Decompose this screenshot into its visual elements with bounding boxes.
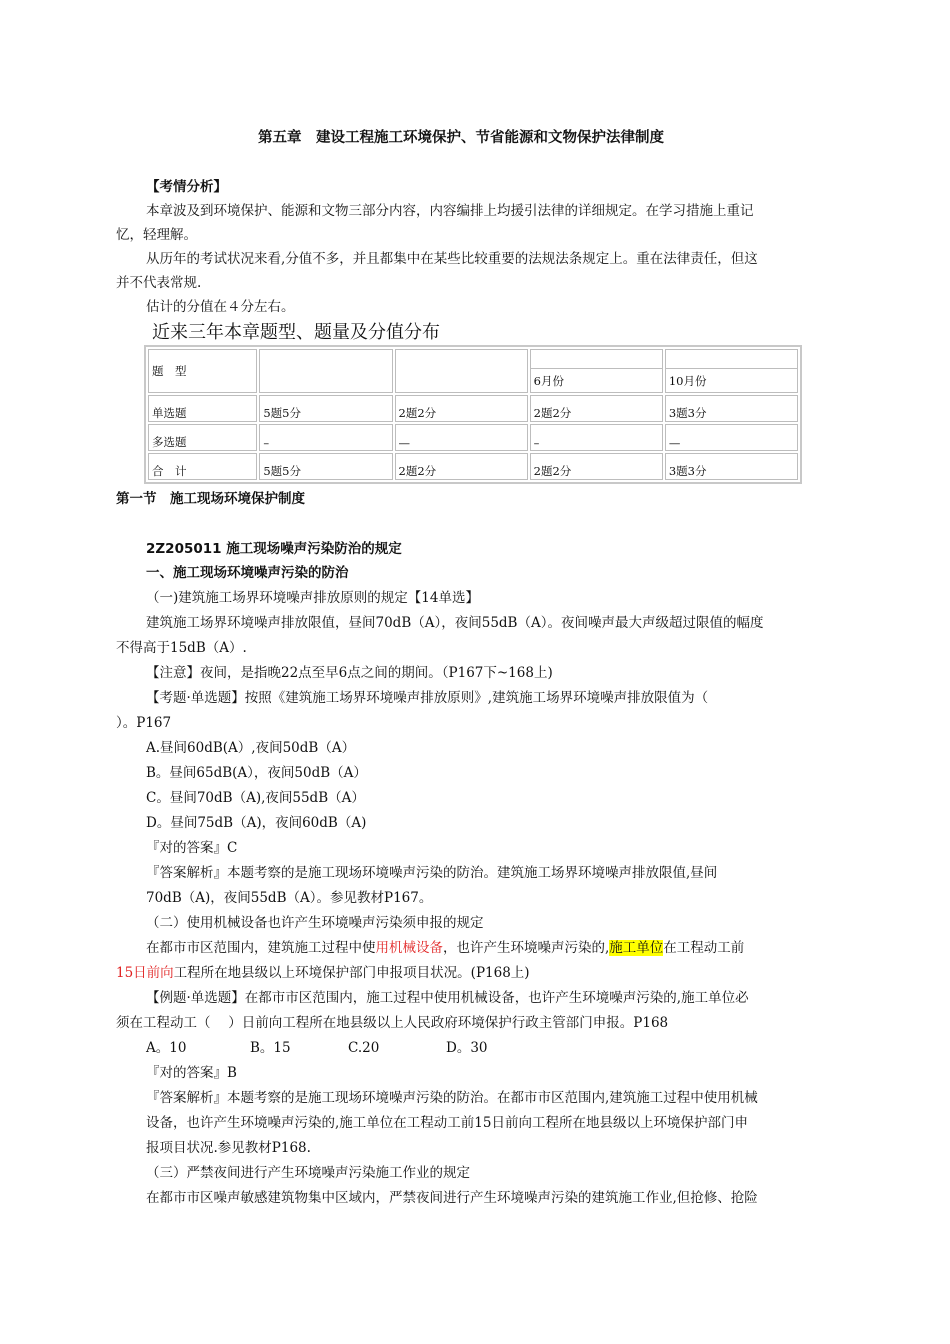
item-1-question-a: 【考题·单选题】按照《建筑施工场界环境噪声排放原则》,建筑施工场界环境噪声排放限值为（ <box>146 690 709 706</box>
item-1-option-a: A.昼间60dB(A）,夜间50dB（A） <box>146 740 356 756</box>
analysis-paragraph-1a: 本章波及到环境保护、能源和文物三部分内容，内容编排上均援引法律的详细规定。在学习措施上重记 <box>146 203 754 219</box>
item-1-question-b: ）。P167 <box>116 715 172 731</box>
header-june-label: 6月份 <box>531 368 662 389</box>
table-cell: – <box>259 424 392 451</box>
table-cell: 5题5分 <box>259 453 392 480</box>
header-cell-2 <box>259 349 392 393</box>
item-1-explanation-a: 『答案解析』本题考察的是施工现场环境噪声污染的防治。建筑施工场界环境噪声排放限值,昼间 <box>146 865 718 881</box>
table-header-row <box>148 349 798 393</box>
table-cell: 2题2分 <box>395 395 528 422</box>
item-2-highlight-unit: 施工单位 <box>609 940 664 956</box>
table-cell: 2题2分 <box>530 453 663 480</box>
item-2-question-a: 【例题·单选题】在都市市区范围内，施工过程中使用机械设备，也许产生环境噪声污染的,施工单位必 <box>146 990 749 1006</box>
analysis-paragraph-3: 估计的分值在４分左右。 <box>146 299 295 315</box>
table-cell: — <box>665 424 798 451</box>
item-2-option-d: D。30 <box>446 1040 488 1056</box>
item-2-text-pre: 在都市市区范围内，建筑施工过程中使 <box>146 940 376 956</box>
analysis-heading: 【考情分析】 <box>146 179 227 195</box>
analysis-paragraph-2b: 并不代表常规. <box>116 275 202 291</box>
item-1-option-c: C。昼间70dB（A),夜间55dB（A） <box>146 790 365 806</box>
header-cell-june <box>530 349 663 393</box>
item-2-text-mid: ，也许产生环境噪声污染的, <box>443 940 610 956</box>
item-2-explanation-c: 报项目状况.参见教材P168. <box>146 1140 311 1156</box>
header-october-label: 10月份 <box>666 368 797 389</box>
item-2-paragraph-a <box>146 938 744 958</box>
subsection-title: 一、施工现场环境噪声污染的防治 <box>146 565 349 581</box>
table-row <box>148 424 798 451</box>
table-cell: – <box>530 424 663 451</box>
item-2-text-post: 在工程动工前 <box>663 940 745 956</box>
item-2-red-machinery: 用机械设备 <box>375 940 443 956</box>
item-3-title: （三）严禁夜间进行产生环境噪声污染施工作业的规定 <box>146 1165 470 1181</box>
chapter-title: 第五章 建设工程施工环境保护、节省能源和文物保护法律制度 <box>258 130 664 146</box>
item-2-option-b: B。15 <box>250 1040 291 1056</box>
analysis-paragraph-2a: 从历年的考试状况来看,分值不多，并且都集中在某些比较重要的法规法条规定上。重在法律责任，但这 <box>146 251 758 267</box>
item-2-explanation-b: 设备，也许产生环境噪声污染的,施工单位在工程动工前15日前向工程所在地县级以上环境保护部门申 <box>146 1115 748 1131</box>
header-cell-october <box>665 349 798 393</box>
table-cell: — <box>395 424 528 451</box>
table-cell: 2题2分 <box>395 453 528 480</box>
table-cell: 单选题 <box>148 395 257 422</box>
table-cell: 3题3分 <box>665 395 798 422</box>
item-2-question-b: 须在工程动工（ ）日前向工程所在地县级以上人民政府环境保护行政主管部门申报。P168 <box>116 1015 669 1031</box>
header-cell-type: 题 型 <box>148 349 257 393</box>
item-1-option-d: D。昼间75dB（A)，夜间60dB（A) <box>146 815 367 831</box>
item-3-paragraph: 在都市市区噪声敏感建筑物集中区域内，严禁夜间进行产生环境噪声污染的建筑施工作业,但抢修、抢险 <box>146 1190 758 1206</box>
item-1-note: 【注意】夜间，是指晚22点至早6点之间的期间。（P167下~168上) <box>146 665 553 681</box>
item-2-explanation-a: 『答案解析』本题考察的是施工现场环境噪声污染的防治。在都市市区范围内,建筑施工过程中使用机械 <box>146 1090 758 1106</box>
item-2-paragraph-b <box>116 963 530 983</box>
item-1-option-b: B。昼间65dB(A），夜间50dB（A） <box>146 765 367 781</box>
analysis-paragraph-1b: 忆，轻理解。 <box>116 227 197 243</box>
table-title: 近来三年本章题型、题量及分值分布 <box>152 322 440 343</box>
item-1-explanation-b: 70dB（A)，夜间55dB（A）。参见教材P167。 <box>146 890 433 906</box>
table-cell: 2题2分 <box>530 395 663 422</box>
item-2-answer: 『对的答案』B <box>146 1065 237 1081</box>
item-1-paragraph-a: 建筑施工场界环境噪声排放限值，昼间70dB（A），夜间55dB（A）。夜间噪声最大声级超过限值的幅度 <box>146 615 764 631</box>
header-cell-3 <box>395 349 528 393</box>
table-row <box>148 395 798 422</box>
item-2-option-c: C.20 <box>348 1040 380 1056</box>
item-1-paragraph-b: 不得高于15dB（A）. <box>116 640 247 656</box>
item-1-answer: 『对的答案』C <box>146 840 238 856</box>
table-cell: 3题3分 <box>665 453 798 480</box>
table-cell: 5题5分 <box>259 395 392 422</box>
item-2-option-a: A。10 <box>146 1040 187 1056</box>
item-2-title: （二）使用机械设备也许产生环境噪声污染须申报的规定 <box>146 915 484 931</box>
item-1-title: （一)建筑施工场界环境噪声排放原则的规定【14单选】 <box>146 590 479 606</box>
table-cell: 合 计 <box>148 453 257 480</box>
table-row <box>148 453 798 480</box>
code-title: 2Z205011 施工现场噪声污染防治的规定 <box>146 541 402 557</box>
item-2-red-15days: 15日前向 <box>116 965 174 981</box>
item-2-text-rest: 工程所在地县级以上环境保护部门申报项目状况。(P168上) <box>173 965 530 981</box>
table-cell: 多选题 <box>148 424 257 451</box>
score-distribution-table <box>144 345 802 484</box>
section-title: 第一节 施工现场环境保护制度 <box>116 491 305 507</box>
